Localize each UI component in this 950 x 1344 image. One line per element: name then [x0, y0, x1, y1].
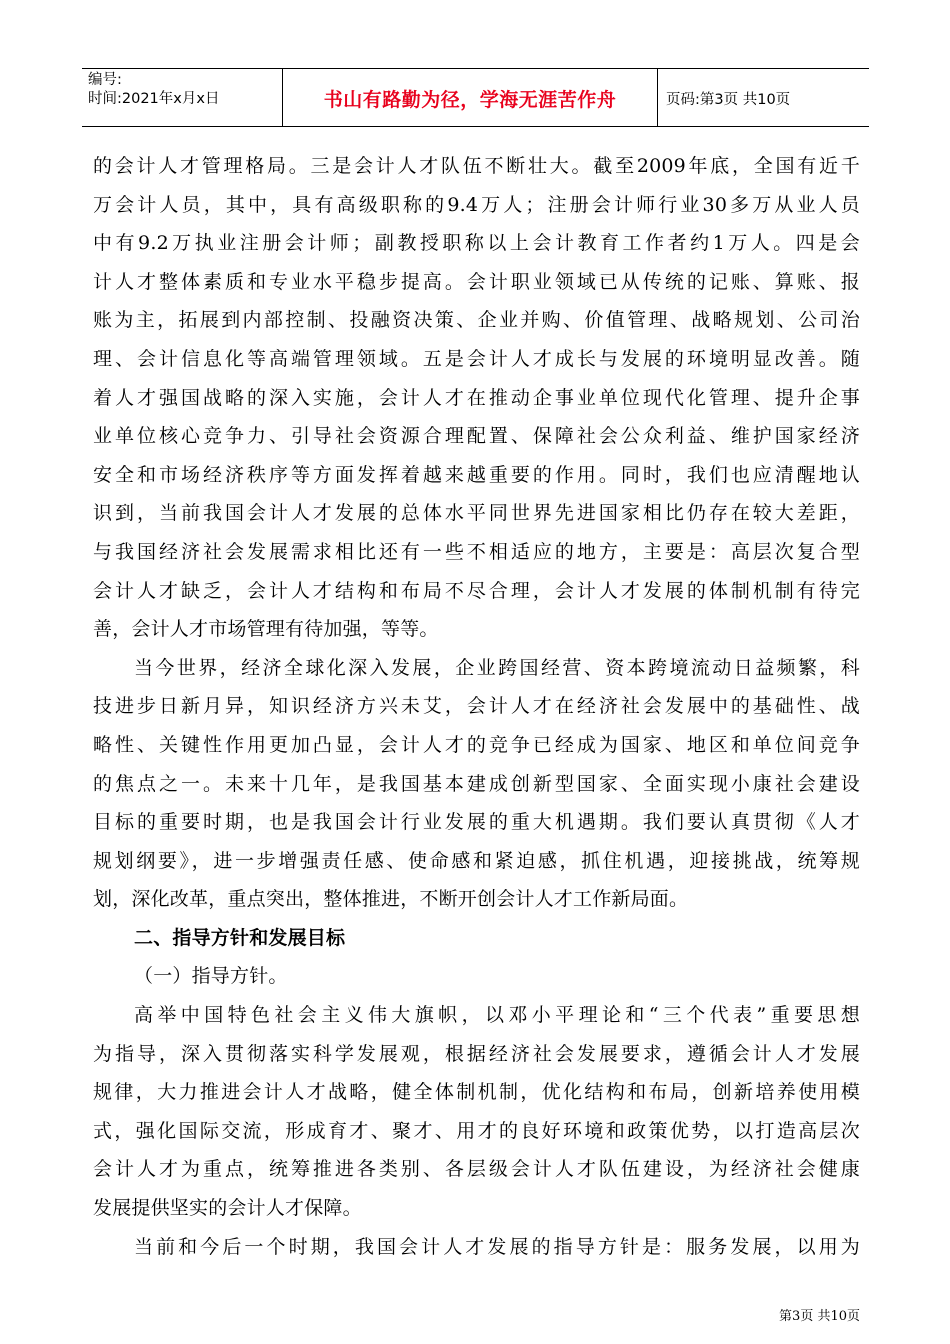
page-header	[82, 68, 869, 127]
text-line: 会计人才缺乏，会计人才结构和布局不尽合理，会计人才发展的体制机制有待完	[93, 579, 860, 602]
text-line: 划，深化改革，重点突出，整体推进，不断开创会计人才工作新局面。	[93, 888, 689, 911]
text-line: 万会计人员，其中，具有高级职称的9.4万人；注册会计师行业30多万从业人员	[93, 193, 860, 216]
header-motto: 书山有路勤为径，学海无涯苦作舟	[283, 69, 658, 126]
text-line: 当今世界，经济全球化深入发展，企业跨国经营、资本跨境流动日益频繁，科	[134, 656, 860, 679]
text-line: 高举中国特色社会主义伟大旗帜，以邓小平理论和“三个代表”重要思想	[134, 1004, 860, 1027]
text-line: 规划纲要》，进一步增强责任感、使命感和紧迫感，抓住机遇，迎接挑战，统筹规	[93, 849, 860, 872]
text-line: 中有9.2万执业注册会计师；副教授职称以上会计教育工作者约1万人。四是会	[93, 232, 860, 255]
header-meta-cell	[82, 69, 283, 126]
text-line: 善，会计人才市场管理有待加强，等等。	[93, 618, 439, 641]
section-heading: 二、指导方针和发展目标	[134, 926, 346, 949]
page-footer: 第3页 共10页	[779, 1309, 860, 1324]
text-line: 着人才强国战略的深入实施，会计人才在推动企事业单位现代化管理、提升企事	[93, 386, 860, 409]
text-line: 安全和市场经济秩序等方面发挥着越来越重要的作用。同时，我们也应清醒地认	[93, 463, 860, 486]
text-line: 会计人才为重点，统筹推进各类别、各层级会计人才队伍建设，为经济社会健康	[93, 1158, 860, 1181]
text-line: 账为主，拓展到内部控制、投融资决策、企业并购、价值管理、战略规划、公司治	[93, 309, 860, 332]
text-line: 理、会计信息化等高端管理领域。五是会计人才成长与发展的环境明显改善。随	[93, 347, 860, 370]
header-page-info: 页码:第3页 共10页	[666, 92, 791, 108]
text-line: （一）指导方针。	[134, 965, 288, 988]
document-date-label: 时间:2021年x月x日	[88, 91, 220, 107]
text-line: 目标的重要时期，也是我国会计行业发展的重大机遇期。我们要认真贯彻《人才	[93, 811, 860, 834]
text-line: 式，强化国际交流，形成育才、聚才、用才的良好环境和政策优势，以打造高层次	[93, 1119, 860, 1142]
document-number-label: 编号:	[88, 72, 122, 88]
text-line: 识到，当前我国会计人才发展的总体水平同世界先进国家相比仍存在较大差距，	[93, 502, 860, 525]
text-line: 当前和今后一个时期，我国会计人才发展的指导方针是：服务发展，以用为	[134, 1235, 860, 1258]
text-line: 与我国经济社会发展需求相比还有一些不相适应的地方，主要是：高层次复合型	[93, 540, 860, 563]
text-line: 规律，大力推进会计人才战略，健全体制机制，优化结构和布局，创新培养使用模	[93, 1081, 860, 1104]
text-line: 为指导，深入贯彻落实科学发展观，根据经济社会发展要求，遵循会计人才发展	[93, 1042, 860, 1065]
text-line: 业单位核心竞争力、引导社会资源合理配置、保障社会公众利益、维护国家经济	[93, 425, 860, 448]
document-body	[93, 147, 860, 1266]
text-line: 计人才整体素质和专业水平稳步提高。会计职业领域已从传统的记账、算账、报	[93, 270, 860, 293]
text-line: 的会计人才管理格局。三是会计人才队伍不断壮大。截至2009年底，全国有近千	[93, 155, 860, 177]
text-line: 略性、关键性作用更加凸显，会计人才的竞争已经成为国家、地区和单位间竞争	[93, 733, 860, 756]
text-line: 发展提供坚实的会计人才保障。	[93, 1197, 362, 1220]
text-line: 的焦点之一。未来十几年，是我国基本建成创新型国家、全面实现小康社会建设	[93, 772, 860, 795]
text-line: 技进步日新月异，知识经济方兴未艾，会计人才在经济社会发展中的基础性、战	[93, 695, 860, 718]
